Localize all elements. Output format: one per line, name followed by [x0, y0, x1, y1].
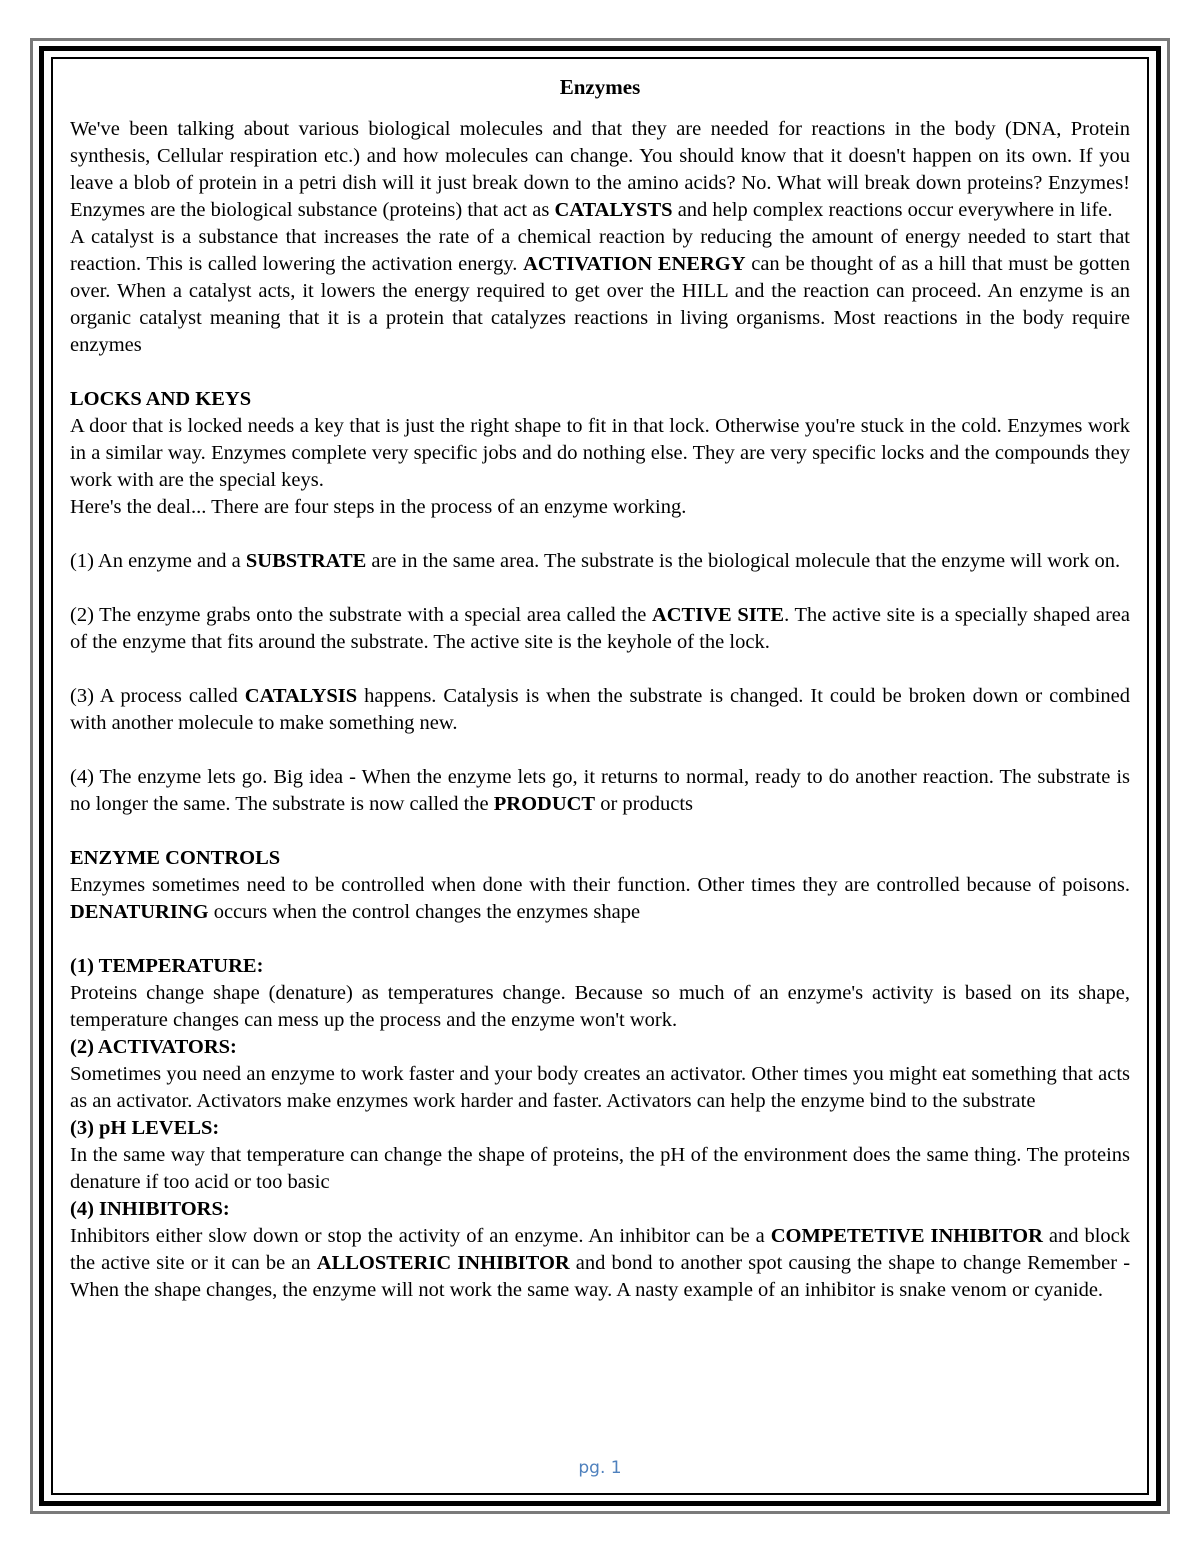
step-3: (3) A process called CATALYSIS happens. Catalysis is when the substrate is changed. It could be broken down or combined with another molecule to make something new. — [70, 685, 1130, 734]
page-number: pg. 1 — [578, 1458, 622, 1478]
controls-heading: ENZYME CONTROLS — [70, 847, 281, 869]
locks-paragraph: A door that is locked needs a key that is just the right shape to fit in that lock. Otherwise you're stuck in the cold. Enzymes work in a similar way. Enzymes complete very specific jobs and do nothing else. They are very specific locks and the compounds they work with are the special keys. — [70, 415, 1130, 491]
locks-heading: LOCKS AND KEYS — [70, 388, 252, 410]
steps-intro: Here's the deal... There are four steps in the process of an enzyme working. — [70, 496, 687, 518]
activators-heading: (2) ACTIVATORS: — [70, 1036, 237, 1058]
temperature-text: Proteins change shape (denature) as temperatures change. Because so much of an enzyme's activity is based on its shape, temperature changes can mess up the process and the enzyme won't work. — [70, 982, 1130, 1031]
activators-text: Sometimes you need an enzyme to work faster and your body creates an activator. Other times you might eat something that acts as an activator. Activators make enzymes work harder and faster. Activators can help the enzyme bind to the substrate — [70, 1063, 1130, 1112]
document-body — [70, 70, 1130, 1304]
controls-paragraph: Enzymes sometimes need to be controlled when done with their function. Other times they are controlled because of poisons. DENATURING occurs when the control changes the enzymes shape — [70, 874, 1130, 923]
inhibitors-text: Inhibitors either slow down or stop the activity of an enzyme. An inhibitor can be a COMPETETIVE INHIBITOR and block the active site or it can be an ALLOSTERIC INHIBITOR and bond to another spot causing the shape to change Remember - When the shape changes, the enzyme will not work the same way. A nasty example of an inhibitor is snake venom or cyanide. — [70, 1225, 1131, 1301]
intro-paragraph-2: A catalyst is a substance that increases the rate of a chemical reaction by reducing the amount of energy needed to start that reaction. This is called lowering the activation energy. ACTIVATION ENERGY can be thought of as a hill that must be gotten over. When a catalyst acts, it lowers the energy required to get over the HILL and the reaction can proceed. An enzyme is an organic catalyst meaning that it is a protein that catalyzes reactions in living organisms. Most reactions in the body require enzymes — [70, 226, 1131, 356]
step-1: (1) An enzyme and a SUBSTRATE are in the same area. The substrate is the biological molecule that the enzyme will work on. — [70, 550, 1121, 572]
intro-paragraph-1: We've been talking about various biological molecules and that they are needed for reactions in the body (DNA, Protein synthesis, Cellular respiration etc.) and how molecules can change. You should know that it doesn't happen on its own. If you leave a blob of protein in a petri dish will it just break down to the amino acids? No. What will break down proteins? Enzymes! Enzymes are the biological substance (proteins) that act as CATALYSTS and help complex reactions occur everywhere in life. — [70, 118, 1130, 221]
step-4: (4) The enzyme lets go. Big idea - When the enzyme lets go, it returns to normal, ready to do another reaction. The substrate is no longer the same. The substrate is now called the PRODUCT or products — [70, 766, 1130, 815]
temperature-heading: (1) TEMPERATURE: — [70, 955, 264, 977]
page-title: Enzymes — [559, 75, 641, 99]
ph-heading: (3) pH LEVELS: — [70, 1117, 220, 1139]
ph-text: In the same way that temperature can change the shape of proteins, the pH of the environment does the same thing. The proteins denature if too acid or too basic — [70, 1144, 1130, 1193]
step-2: (2) The enzyme grabs onto the substrate with a special area called the ACTIVE SITE. The active site is a specially shaped area of the enzyme that fits around the substrate. The active site is the keyhole of the lock. — [70, 604, 1131, 653]
inhibitors-heading: (4) INHIBITORS: — [70, 1198, 230, 1220]
